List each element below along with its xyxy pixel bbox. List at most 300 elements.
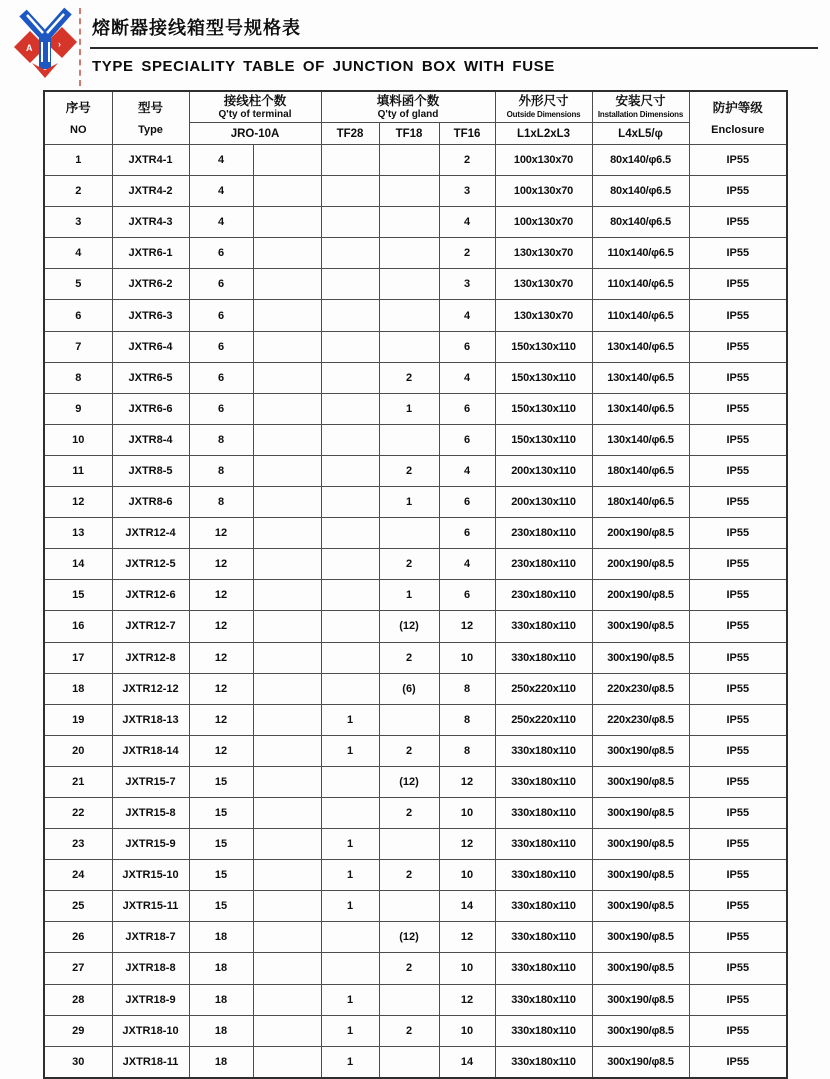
cell-installation-dimensions: 300x190/φ8.5 (592, 1046, 689, 1078)
cell-tf16: 12 (439, 922, 495, 953)
cell-tf16: 4 (439, 300, 495, 331)
cell-terminal-spare (253, 362, 321, 393)
table-row (44, 238, 787, 269)
cell-type: JXTR8-6 (112, 487, 189, 518)
cell-terminal-spare (253, 735, 321, 766)
cell-enclosure: IP55 (689, 766, 787, 797)
cell-no: 4 (44, 238, 112, 269)
cell-tf16: 6 (439, 580, 495, 611)
cell-tf18: (12) (379, 766, 439, 797)
cell-terminal-qty: 6 (189, 331, 253, 362)
table-row (44, 455, 787, 486)
cell-outside-dimensions: 150x130x110 (495, 331, 592, 362)
table-row (44, 362, 787, 393)
table-row (44, 891, 787, 922)
cell-terminal-spare (253, 300, 321, 331)
cell-installation-dimensions: 220x230/φ8.5 (592, 673, 689, 704)
cell-no: 3 (44, 207, 112, 238)
cell-outside-dimensions: 330x180x110 (495, 611, 592, 642)
cell-tf18: 2 (379, 735, 439, 766)
cell-tf16: 12 (439, 984, 495, 1015)
cell-tf16: 4 (439, 549, 495, 580)
cell-terminal-spare (253, 455, 321, 486)
cell-enclosure: IP55 (689, 362, 787, 393)
cell-tf28: 1 (321, 984, 379, 1015)
cell-installation-dimensions: 300x190/φ8.5 (592, 735, 689, 766)
cell-type: JXTR18-13 (112, 704, 189, 735)
cell-enclosure: IP55 (689, 860, 787, 891)
cell-tf28 (321, 424, 379, 455)
header-no-cn: 序号 (65, 100, 91, 115)
cell-type: JXTR4-1 (112, 145, 189, 176)
cell-no: 23 (44, 829, 112, 860)
cell-terminal-qty: 6 (189, 238, 253, 269)
cell-no: 26 (44, 922, 112, 953)
cell-tf28 (321, 642, 379, 673)
cell-tf18 (379, 829, 439, 860)
cell-tf28: 1 (321, 860, 379, 891)
cell-tf28 (321, 300, 379, 331)
cell-no: 15 (44, 580, 112, 611)
logo-divider (79, 8, 81, 86)
table-row (44, 207, 787, 238)
cell-outside-dimensions: 330x180x110 (495, 953, 592, 984)
cell-terminal-spare (253, 829, 321, 860)
masthead (0, 0, 830, 90)
table-row (44, 766, 787, 797)
cell-outside-dimensions: 150x130x110 (495, 393, 592, 424)
cell-tf18: 2 (379, 1015, 439, 1046)
cell-tf28 (321, 797, 379, 828)
cell-enclosure: IP55 (689, 518, 787, 549)
header-outside-cn: 外形尺寸 (518, 93, 569, 108)
cell-no: 25 (44, 891, 112, 922)
cell-tf18: 1 (379, 580, 439, 611)
cell-enclosure: IP55 (689, 611, 787, 642)
cell-terminal-qty: 12 (189, 549, 253, 580)
cell-enclosure: IP55 (689, 487, 787, 518)
cell-terminal-qty: 6 (189, 362, 253, 393)
cell-terminal-spare (253, 549, 321, 580)
cell-tf16: 14 (439, 1046, 495, 1078)
cell-installation-dimensions: 300x190/φ8.5 (592, 611, 689, 642)
header-enclosure-en: Enclosure (711, 123, 765, 136)
cell-no: 30 (44, 1046, 112, 1078)
cell-installation-dimensions: 130x140/φ6.5 (592, 331, 689, 362)
cell-terminal-spare (253, 953, 321, 984)
cell-type: JXTR6-2 (112, 269, 189, 300)
cell-terminal-qty: 15 (189, 766, 253, 797)
cell-terminal-qty: 12 (189, 611, 253, 642)
cell-outside-dimensions: 100x130x70 (495, 207, 592, 238)
cell-tf16: 4 (439, 362, 495, 393)
cell-no: 1 (44, 145, 112, 176)
title-block (90, 10, 818, 75)
cell-tf16: 10 (439, 953, 495, 984)
cell-tf18: 1 (379, 487, 439, 518)
cell-no: 19 (44, 704, 112, 735)
cell-terminal-qty: 8 (189, 487, 253, 518)
cell-outside-dimensions: 250x220x110 (495, 704, 592, 735)
cell-tf18: 2 (379, 860, 439, 891)
cell-outside-dimensions: 330x180x110 (495, 1015, 592, 1046)
header-no-en: NO (70, 123, 87, 136)
table-row (44, 424, 787, 455)
cell-tf28: 1 (321, 735, 379, 766)
cell-tf28: 1 (321, 704, 379, 735)
table-header (44, 91, 787, 145)
cell-installation-dimensions: 80x140/φ6.5 (592, 207, 689, 238)
cell-terminal-spare (253, 673, 321, 704)
cell-terminal-qty: 6 (189, 269, 253, 300)
cell-terminal-qty: 12 (189, 580, 253, 611)
table-row (44, 176, 787, 207)
table-row (44, 704, 787, 735)
cell-tf28 (321, 611, 379, 642)
cell-no: 24 (44, 860, 112, 891)
cell-type: JXTR18-10 (112, 1015, 189, 1046)
cell-tf16: 6 (439, 424, 495, 455)
cell-type: JXTR6-6 (112, 393, 189, 424)
cell-tf28: 1 (321, 1046, 379, 1078)
cell-terminal-spare (253, 984, 321, 1015)
cell-terminal-qty: 6 (189, 300, 253, 331)
cell-type: JXTR15-10 (112, 860, 189, 891)
cell-no: 11 (44, 455, 112, 486)
cell-terminal-qty: 12 (189, 518, 253, 549)
cell-terminal-qty: 18 (189, 1046, 253, 1078)
table-row (44, 518, 787, 549)
cell-enclosure: IP55 (689, 300, 787, 331)
header-install-en: Installation Dimensions (597, 109, 684, 119)
cell-installation-dimensions: 300x190/φ8.5 (592, 642, 689, 673)
cell-no: 5 (44, 269, 112, 300)
cell-terminal-qty: 12 (189, 673, 253, 704)
cell-tf18 (379, 300, 439, 331)
cell-terminal-spare (253, 642, 321, 673)
page-title-chinese: 熔断器接线箱型号规格表 (90, 10, 818, 49)
cell-tf16: 6 (439, 331, 495, 362)
cell-no: 17 (44, 642, 112, 673)
cell-tf18: (12) (379, 922, 439, 953)
header-sub-tf16: TF16 (439, 123, 495, 145)
cell-no: 22 (44, 797, 112, 828)
cell-installation-dimensions: 110x140/φ6.5 (592, 238, 689, 269)
table-row (44, 922, 787, 953)
table-row (44, 1046, 787, 1078)
cell-tf16: 12 (439, 829, 495, 860)
cell-no: 21 (44, 766, 112, 797)
cell-type: JXTR12-6 (112, 580, 189, 611)
cell-tf18: (12) (379, 611, 439, 642)
header-gland-group (321, 91, 495, 123)
cell-installation-dimensions: 300x190/φ8.5 (592, 1015, 689, 1046)
cell-terminal-spare (253, 487, 321, 518)
cell-terminal-spare (253, 269, 321, 300)
cell-tf28 (321, 238, 379, 269)
cell-tf28: 1 (321, 891, 379, 922)
cell-tf28 (321, 331, 379, 362)
header-sub-tf28: TF28 (321, 123, 379, 145)
spec-table (43, 90, 788, 1079)
header-sub-jro10a: JRO-10A (189, 123, 321, 145)
cell-terminal-qty: 4 (189, 176, 253, 207)
header-gland-en: Q'ty of gland (377, 108, 439, 120)
cell-outside-dimensions: 330x180x110 (495, 984, 592, 1015)
cell-outside-dimensions: 330x180x110 (495, 922, 592, 953)
table-row (44, 549, 787, 580)
cell-terminal-spare (253, 176, 321, 207)
cell-terminal-spare (253, 860, 321, 891)
table-row (44, 642, 787, 673)
table-body (44, 145, 787, 1078)
table-row (44, 393, 787, 424)
cell-type: JXTR18-14 (112, 735, 189, 766)
cell-tf16: 8 (439, 704, 495, 735)
cell-installation-dimensions: 220x230/φ8.5 (592, 704, 689, 735)
cell-enclosure: IP55 (689, 207, 787, 238)
cell-terminal-spare (253, 145, 321, 176)
cell-outside-dimensions: 330x180x110 (495, 766, 592, 797)
cell-tf28 (321, 176, 379, 207)
cell-outside-dimensions: 330x180x110 (495, 1046, 592, 1078)
cell-installation-dimensions: 200x190/φ8.5 (592, 580, 689, 611)
cell-outside-dimensions: 250x220x110 (495, 673, 592, 704)
table-row (44, 953, 787, 984)
cell-type: JXTR15-11 (112, 891, 189, 922)
svg-text:›: › (58, 39, 61, 49)
cell-outside-dimensions: 330x180x110 (495, 642, 592, 673)
cell-no: 10 (44, 424, 112, 455)
table-row (44, 797, 787, 828)
cell-tf16: 12 (439, 766, 495, 797)
cell-tf18 (379, 331, 439, 362)
header-sub-l1l2l3: L1xL2xL3 (495, 123, 592, 145)
cell-enclosure: IP55 (689, 176, 787, 207)
cell-installation-dimensions: 200x190/φ8.5 (592, 518, 689, 549)
cell-tf18: (6) (379, 673, 439, 704)
cell-tf28 (321, 393, 379, 424)
cell-terminal-qty: 15 (189, 891, 253, 922)
cell-outside-dimensions: 100x130x70 (495, 176, 592, 207)
cell-outside-dimensions: 330x180x110 (495, 891, 592, 922)
cell-terminal-qty: 18 (189, 953, 253, 984)
cell-tf18: 2 (379, 642, 439, 673)
cell-tf28 (321, 549, 379, 580)
cell-enclosure: IP55 (689, 953, 787, 984)
cell-tf28 (321, 922, 379, 953)
cell-outside-dimensions: 130x130x70 (495, 269, 592, 300)
cell-enclosure: IP55 (689, 891, 787, 922)
cell-installation-dimensions: 130x140/φ6.5 (592, 362, 689, 393)
header-outside-en: Outside Dimensions (506, 109, 581, 119)
cell-terminal-qty: 8 (189, 455, 253, 486)
cell-tf16: 8 (439, 673, 495, 704)
cell-terminal-spare (253, 580, 321, 611)
cell-tf18 (379, 269, 439, 300)
cell-no: 6 (44, 300, 112, 331)
cell-type: JXTR8-5 (112, 455, 189, 486)
cell-outside-dimensions: 230x180x110 (495, 580, 592, 611)
cell-installation-dimensions: 300x190/φ8.5 (592, 797, 689, 828)
cell-type: JXTR12-12 (112, 673, 189, 704)
cell-enclosure: IP55 (689, 331, 787, 362)
spec-table-container (43, 90, 788, 1079)
cell-tf16: 2 (439, 145, 495, 176)
header-terminal-en: Q'ty of terminal (218, 108, 292, 120)
cell-outside-dimensions: 330x180x110 (495, 860, 592, 891)
cell-installation-dimensions: 300x190/φ8.5 (592, 891, 689, 922)
table-row (44, 860, 787, 891)
cell-no: 20 (44, 735, 112, 766)
cell-no: 2 (44, 176, 112, 207)
header-outside-dimensions (495, 91, 592, 123)
cell-no: 9 (44, 393, 112, 424)
cell-type: JXTR15-7 (112, 766, 189, 797)
cell-enclosure: IP55 (689, 984, 787, 1015)
cell-terminal-spare (253, 1046, 321, 1078)
header-type (112, 91, 189, 145)
cell-terminal-qty: 15 (189, 860, 253, 891)
table-row (44, 673, 787, 704)
svg-text:A: A (26, 43, 33, 53)
header-terminal-cn: 接线柱个数 (223, 93, 287, 108)
cell-outside-dimensions: 200x130x110 (495, 487, 592, 518)
cell-enclosure: IP55 (689, 269, 787, 300)
cell-tf16: 3 (439, 269, 495, 300)
table-row (44, 580, 787, 611)
cell-outside-dimensions: 330x180x110 (495, 829, 592, 860)
cell-tf28 (321, 207, 379, 238)
cell-tf18: 1 (379, 393, 439, 424)
cell-tf16: 3 (439, 176, 495, 207)
cell-tf18 (379, 704, 439, 735)
cell-enclosure: IP55 (689, 393, 787, 424)
header-terminal-group (189, 91, 321, 123)
cell-tf18 (379, 207, 439, 238)
cell-type: JXTR6-3 (112, 300, 189, 331)
cell-tf18 (379, 984, 439, 1015)
cell-terminal-qty: 4 (189, 145, 253, 176)
cell-installation-dimensions: 80x140/φ6.5 (592, 145, 689, 176)
cell-enclosure: IP55 (689, 580, 787, 611)
cell-terminal-spare (253, 922, 321, 953)
cell-installation-dimensions: 110x140/φ6.5 (592, 269, 689, 300)
cell-no: 29 (44, 1015, 112, 1046)
cell-terminal-qty: 18 (189, 922, 253, 953)
header-sub-l4l5: L4xL5/φ (592, 123, 689, 145)
cell-type: JXTR12-7 (112, 611, 189, 642)
cell-terminal-spare (253, 238, 321, 269)
cell-installation-dimensions: 300x190/φ8.5 (592, 984, 689, 1015)
table-row (44, 331, 787, 362)
cell-enclosure: IP55 (689, 238, 787, 269)
cell-enclosure: IP55 (689, 1015, 787, 1046)
cell-type: JXTR6-4 (112, 331, 189, 362)
cell-installation-dimensions: 300x190/φ8.5 (592, 860, 689, 891)
cell-tf18: 2 (379, 455, 439, 486)
cell-tf28 (321, 145, 379, 176)
cell-tf28 (321, 455, 379, 486)
cell-terminal-spare (253, 518, 321, 549)
cell-type: JXTR8-4 (112, 424, 189, 455)
cell-type: JXTR12-8 (112, 642, 189, 673)
cell-tf16: 12 (439, 611, 495, 642)
table-row (44, 611, 787, 642)
cell-tf18 (379, 145, 439, 176)
cell-enclosure: IP55 (689, 673, 787, 704)
header-enclosure (689, 91, 787, 145)
cell-type: JXTR4-3 (112, 207, 189, 238)
cell-terminal-spare (253, 704, 321, 735)
cell-type: JXTR18-8 (112, 953, 189, 984)
cell-tf18 (379, 518, 439, 549)
cell-type: JXTR18-9 (112, 984, 189, 1015)
cell-installation-dimensions: 300x190/φ8.5 (592, 766, 689, 797)
cell-installation-dimensions: 110x140/φ6.5 (592, 300, 689, 331)
cell-terminal-spare (253, 766, 321, 797)
cell-installation-dimensions: 130x140/φ6.5 (592, 424, 689, 455)
cell-outside-dimensions: 130x130x70 (495, 300, 592, 331)
cell-outside-dimensions: 130x130x70 (495, 238, 592, 269)
cell-tf18 (379, 1046, 439, 1078)
cell-terminal-spare (253, 207, 321, 238)
cell-no: 8 (44, 362, 112, 393)
cell-tf28 (321, 487, 379, 518)
cell-no: 28 (44, 984, 112, 1015)
cell-installation-dimensions: 300x190/φ8.5 (592, 922, 689, 953)
cell-terminal-qty: 12 (189, 704, 253, 735)
cell-installation-dimensions: 300x190/φ8.5 (592, 829, 689, 860)
cell-tf28 (321, 362, 379, 393)
cell-tf16: 6 (439, 487, 495, 518)
cell-type: JXTR12-5 (112, 549, 189, 580)
cell-terminal-qty: 4 (189, 207, 253, 238)
cell-tf16: 2 (439, 238, 495, 269)
header-gland-cn: 填料函个数 (376, 93, 440, 108)
table-row (44, 984, 787, 1015)
cell-enclosure: IP55 (689, 145, 787, 176)
cell-installation-dimensions: 200x190/φ8.5 (592, 549, 689, 580)
cell-tf18 (379, 238, 439, 269)
cell-outside-dimensions: 200x130x110 (495, 455, 592, 486)
cell-tf16: 6 (439, 518, 495, 549)
cell-terminal-spare (253, 1015, 321, 1046)
cell-enclosure: IP55 (689, 797, 787, 828)
cell-terminal-spare (253, 331, 321, 362)
cell-outside-dimensions: 330x180x110 (495, 797, 592, 828)
header-no (44, 91, 112, 145)
cell-tf16: 10 (439, 642, 495, 673)
cell-tf28 (321, 953, 379, 984)
cell-type: JXTR15-9 (112, 829, 189, 860)
cell-enclosure: IP55 (689, 642, 787, 673)
cell-tf18: 2 (379, 797, 439, 828)
cell-enclosure: IP55 (689, 549, 787, 580)
cell-tf28: 1 (321, 829, 379, 860)
cell-outside-dimensions: 330x180x110 (495, 735, 592, 766)
cell-terminal-spare (253, 891, 321, 922)
cell-tf16: 4 (439, 455, 495, 486)
cell-type: JXTR6-1 (112, 238, 189, 269)
header-type-en: Type (138, 123, 163, 136)
cell-terminal-qty: 18 (189, 984, 253, 1015)
cell-terminal-spare (253, 797, 321, 828)
table-row (44, 1015, 787, 1046)
cell-no: 12 (44, 487, 112, 518)
cell-enclosure: IP55 (689, 1046, 787, 1078)
cell-type: JXTR12-4 (112, 518, 189, 549)
